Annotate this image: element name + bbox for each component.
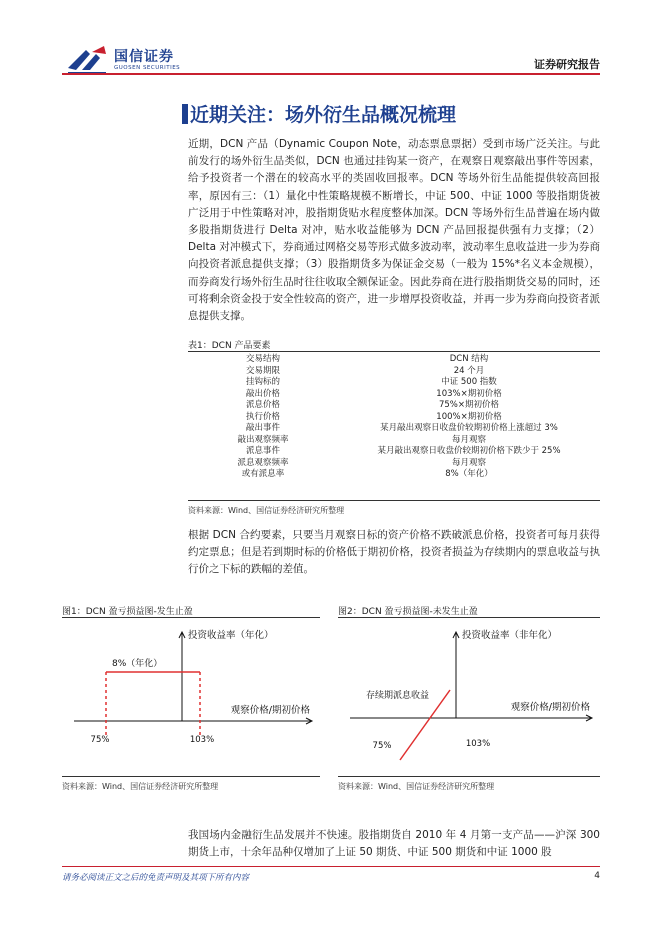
section-title: 近期关注：场外衍生品概况梳理 <box>190 104 457 126</box>
section-title-marker <box>182 104 188 124</box>
table-cell-key: 或有派息率 <box>241 469 285 479</box>
disclaimer-note: 请务必阅读正文之后的免责声明及其项下所有内容 <box>62 873 250 883</box>
figure1-payoff-chart <box>62 620 320 775</box>
table-cell-value: 24 个月 <box>453 365 485 376</box>
domestic-market-paragraph: 我国场内金融衍生品发展并不快速。股指期货自 2010 年 4 月第一支产品——沪深 300 期货上市，十余年品种仅增加了上证 50 期货、中证 500 期货和中证 1000 股 <box>188 829 600 859</box>
table-row <box>188 377 600 389</box>
table-cell-value: 8%（年化） <box>445 469 493 479</box>
table-cell-value: DCN 结构 <box>449 354 489 364</box>
table-top-rule <box>188 351 600 352</box>
table-row <box>188 354 600 366</box>
table-row <box>188 446 600 458</box>
figure1-caption: 图1：DCN 盈亏损益图-发生止盈 <box>62 607 193 617</box>
table-cell-key: 派息价格 <box>245 400 280 410</box>
table-row <box>188 435 600 447</box>
figure2-caption: 图2：DCN 盈亏损益图-未发生止盈 <box>338 607 478 617</box>
table-cell-key: 交易期限 <box>245 365 280 376</box>
coupon-rate-annotation: 8%（年化） <box>112 659 163 669</box>
table-row <box>188 469 600 481</box>
table-source-note: 资料来源：Wind、国信证券经济研究所整理 <box>188 506 345 515</box>
y-axis-label: 投资收益率（年化） <box>188 630 274 641</box>
table-cell-value: 每月观察 <box>451 457 486 468</box>
payoff-paragraph: 根据 DCN 合约要素，只要当月观察日标的资产价格不跌破派息价格，投资者可每月获得约定票息；但是若到期时标的价格低于期初价格，投资者损益为存续期内的票息收益与执行价之下标的跌幅的差值。 <box>188 529 600 576</box>
table-cell-key: 敲出事件 <box>245 423 280 433</box>
table-row <box>188 400 600 412</box>
table-cell-value: 每月观察 <box>451 434 486 445</box>
table-row <box>188 389 600 401</box>
guosen-logo-icon <box>66 44 110 76</box>
figure2-bottom-rule <box>338 776 600 777</box>
figure2-top-rule <box>338 617 600 618</box>
table-cell-key: 派息观察频率 <box>237 457 289 468</box>
table-row <box>188 458 600 470</box>
table-cell-value: 103%×期初价格 <box>436 388 502 399</box>
page-number: 4 <box>594 871 600 881</box>
x-axis-label: 观察价格/期初价格 <box>510 702 590 713</box>
table-cell-key: 敲出价格 <box>245 388 280 399</box>
table-row <box>188 412 600 424</box>
footer-divider <box>62 866 600 867</box>
x-tick-label: 103% <box>465 739 491 749</box>
figure1-top-rule <box>62 617 320 618</box>
figure2-payoff-chart <box>338 620 600 775</box>
x-axis-label: 观察价格/期初价格 <box>230 705 310 716</box>
report-type-label: 证券研究报告 <box>534 58 600 71</box>
table-row <box>188 366 600 378</box>
table-cell-key: 敲出观察频率 <box>237 434 289 445</box>
coupon-income-annotation: 存续期派息收益 <box>366 691 430 701</box>
figure1-source-note: 资料来源：Wind、国信证券经济研究所整理 <box>62 782 219 791</box>
dcn-elements-table <box>188 354 600 481</box>
header-divider <box>62 73 600 75</box>
figure2-source-note: 资料来源：Wind、国信证券经济研究所整理 <box>338 782 495 791</box>
table-cell-key: 交易结构 <box>245 354 280 364</box>
logo-english-name: GUOSEN SECURITIES <box>114 65 181 71</box>
table-cell-key: 挂钩标的 <box>245 377 280 387</box>
table-cell-value: 某月敲出观察日收盘价较期初价格下跌少于 25% <box>377 446 561 456</box>
table-row <box>188 423 600 435</box>
table-cell-key: 执行价格 <box>245 411 280 422</box>
table-cell-value: 中证 500 指数 <box>441 377 497 387</box>
table-bottom-rule <box>188 500 600 501</box>
x-tick-label: 75% <box>90 735 110 745</box>
x-tick-label: 75% <box>372 741 392 751</box>
y-axis-label: 投资收益率（非年化） <box>462 630 558 641</box>
table-cell-key: 派息事件 <box>245 446 280 456</box>
table-caption: 表1：DCN 产品要素 <box>188 341 271 351</box>
x-tick-label: 103% <box>189 735 215 745</box>
page-header <box>0 0 662 80</box>
logo-chinese-name: 国信证券 <box>114 49 174 65</box>
table-cell-value: 100%×期初价格 <box>436 411 502 422</box>
figure1-bottom-rule <box>62 776 320 777</box>
intro-paragraph: 近期，DCN 产品（Dynamic Coupon Note，动态票息票据）受到市场广泛关注。与此前发行的场外衍生品类似，DCN 也通过挂钩某一资产，在观察日观察敲出事件等因素，给予投资者一个潜在的较高水平的类固收回报率。DCN 等场外衍生品能提供较高回报率，原因有三：（1）量化中性策略规模不断增长，中证 500、中证 1000 等股指期货被广泛用于中性策略对冲，股指期货贴水程度整体加深。DCN 等场外衍生品普遍在场内做多股指期货进行 Delta 对冲，贴水收益能够为 DCN 产品回报提供强有力支撑；（2）Delta 对冲模式下，券商通过网格交易等形式做多波动率，波动率生息收益进一步为券商向投资者派息提供支撑；（3）股指期货多为保证金交易（一般为 15%*名义本金规模），而券商发行场外衍生品时往往收取全额保证金。因此券商在进行股指期货交易的同时，还可将剩余资金投于安全性较高的资产，进一步增厚投资收益，并再一步为券商向投资者派息提供支撑。 <box>188 138 600 323</box>
table-cell-value: 75%×期初价格 <box>438 400 499 410</box>
guosen-logo <box>66 44 186 76</box>
table-cell-value: 某月敲出观察日收盘价较期初价格上涨超过 3% <box>380 423 558 433</box>
